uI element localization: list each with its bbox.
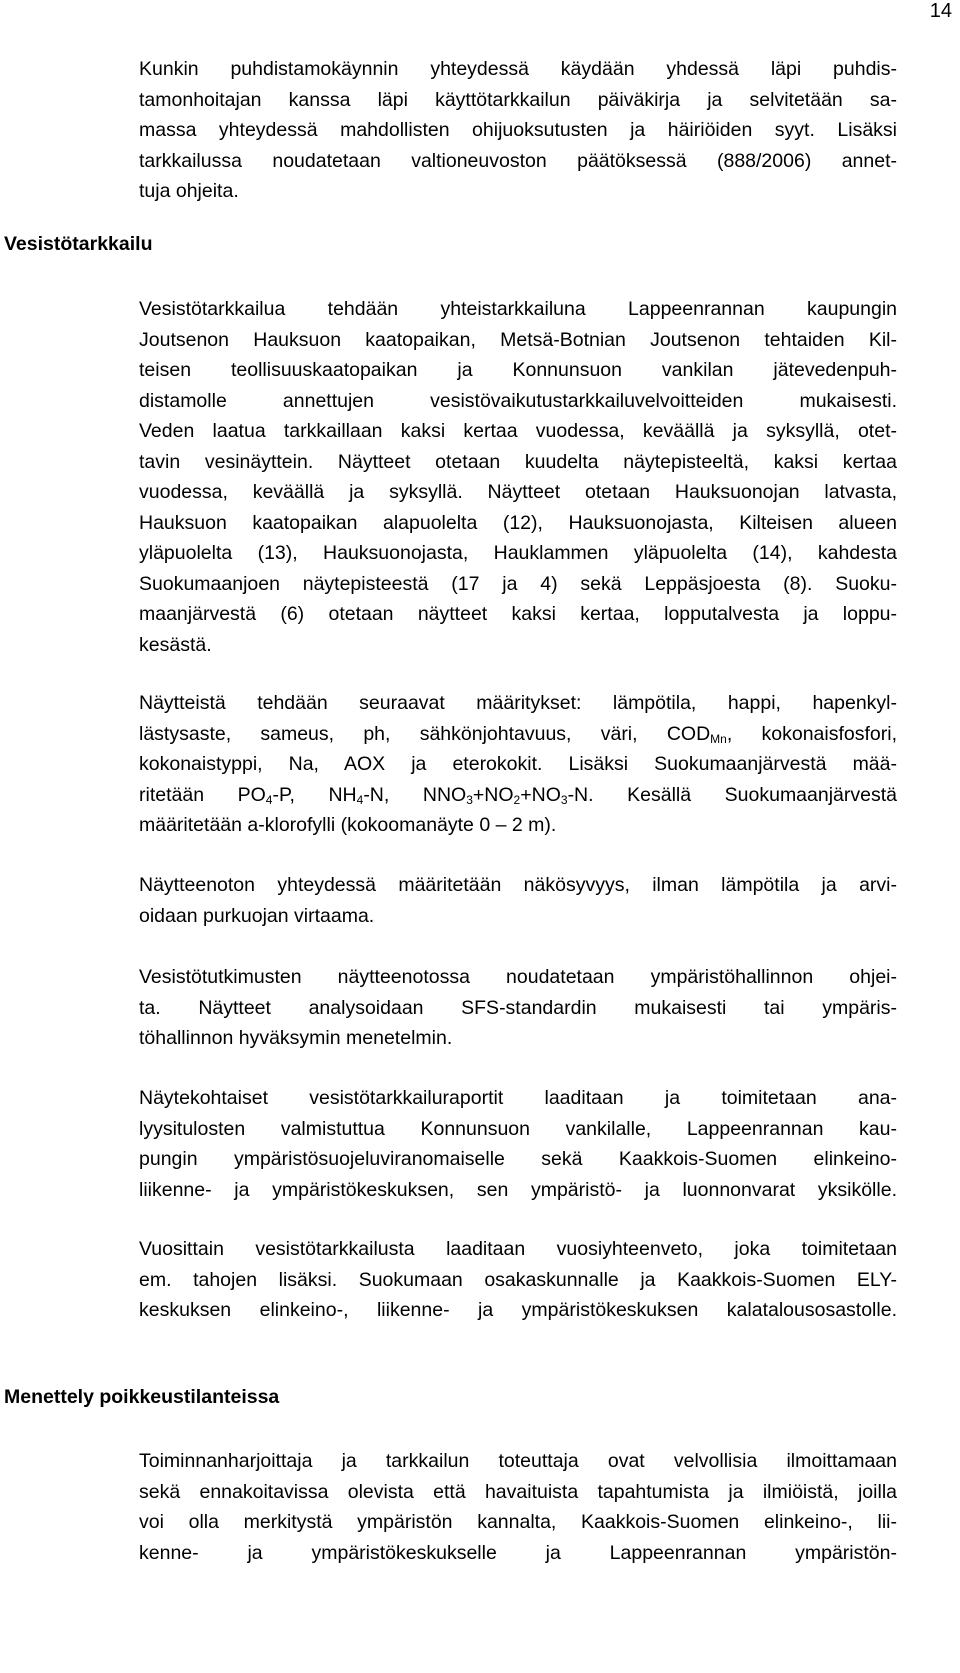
paragraph-line: maanjärvestä (6) otetaan näytteet kaksi kertaa, lopputalvesta ja loppu- xyxy=(139,603,897,625)
paragraph-line: ta. Näytteet analysoidaan SFS-standardin mukaisesti tai ympäris- xyxy=(139,996,897,1019)
paragraph-line: tavin vesinäyttein. Näytteet otetaan kuudelta näytepisteeltä, kaksi kertaa xyxy=(139,450,897,473)
paragraph-puhdistamokaynti xyxy=(139,54,897,207)
paragraph-line: Vesistötarkkailua tehdään yhteistarkkailuna Lappeenrannan kaupungin xyxy=(139,298,897,320)
paragraph-maaritykset xyxy=(139,688,897,841)
paragraph-line: Toiminnanharjoittaja ja tarkkailun toteuttaja ovat velvollisia ilmoittamaan xyxy=(139,1450,897,1472)
paragraph-naytteenotto xyxy=(139,870,897,931)
paragraph-line: teisen teollisuuskaatopaikan ja Konnunsuon vankilan jätevedenpuh- xyxy=(139,359,897,381)
paragraph-line: vuodessa, keväällä ja syksyllä. Näytteet otetaan Hauksuonojan latvasta, xyxy=(139,481,897,503)
subscript: Mn xyxy=(710,731,727,746)
page-number: 14 xyxy=(929,0,952,22)
text-fragment: +NO xyxy=(472,783,514,806)
paragraph-line xyxy=(139,780,897,811)
paragraph-line: yläpuolelta (13), Hauksuonojasta, Hauklammen yläpuolelta (14), kahdesta xyxy=(139,542,897,564)
paragraph-line: pungin ympäristösuojeluviranomaiselle sekä Kaakkois-Suomen elinkeino- xyxy=(139,1148,897,1170)
text-fragment: -N. Kesällä Suokumaanjärvestä xyxy=(567,783,897,806)
paragraph-line xyxy=(139,719,897,750)
subscript: 4 xyxy=(265,792,273,807)
paragraph-line: tuja ohjeita. xyxy=(139,180,239,202)
text-fragment: ritetään PO xyxy=(139,783,266,806)
paragraph-line: Vesistötutkimusten näytteenotossa noudatetaan ympäristöhallinnon ohjei- xyxy=(139,966,897,988)
paragraph-line: Näytteenoton yhteydessä määritetään näkösyvyys, ilman lämpötila ja arvi- xyxy=(139,874,897,896)
text-fragment: , kokonaisfosfori, xyxy=(726,722,897,745)
subscript: 3 xyxy=(466,792,473,807)
side-heading-menettely-poikkeustilanteissa: Menettely poikkeustilanteissa xyxy=(4,1386,280,1408)
subscript: 3 xyxy=(560,792,568,807)
paragraph-vuosiyhteenveto xyxy=(139,1234,897,1326)
paragraph-line: kesästä. xyxy=(139,633,212,656)
text-fragment: +NO xyxy=(520,783,561,806)
paragraph-line: lyysitulosten valmistuttua Konnunsuon vankilalle, Lappeenrannan kau- xyxy=(139,1117,897,1140)
paragraph-line: Kunkin puhdistamokäynnin yhteydessä käydään yhdessä läpi puhdis- xyxy=(139,58,897,80)
paragraph-line: Suokumaanjoen näytepisteestä (17 ja 4) sekä Leppäsjoesta (8). Suoku- xyxy=(139,572,897,595)
paragraph-line: Näytekohtaiset vesistötarkkailuraportit laaditaan ja toimitetaan ana- xyxy=(139,1087,897,1109)
paragraph-line: voi olla merkitystä ympäristön kannalta, Kaakkois-Suomen elinkeino-, lii- xyxy=(139,1511,897,1533)
paragraph-line: töhallinnon hyväksymin menetelmin. xyxy=(139,1027,453,1049)
paragraph-line: tamonhoitajan kanssa läpi käyttötarkkailun päiväkirja ja selvitetään sa- xyxy=(139,88,897,111)
paragraph-line: em. tahojen lisäksi. Suokumaan osakaskunnalle ja Kaakkois-Suomen ELY- xyxy=(139,1268,897,1291)
paragraph-line: määritetään a-klorofylli (kokoomanäyte 0 – 2 m). xyxy=(139,814,557,836)
paragraph-line: Hauksuon kaatopaikan alapuolelta (12), Hauksuonojasta, Kilteisen alueen xyxy=(139,511,897,534)
text-fragment: -P, NH xyxy=(272,783,357,806)
paragraph-line: distamolle annettujen vesistövaikutustarkkailuvelvoitteiden mukaisesti. xyxy=(139,389,897,412)
paragraph-ohjeet xyxy=(139,962,897,1054)
paragraph-line: Veden laatua tarkkaillaan kaksi kertaa vuodessa, keväällä ja syksyllä, otet- xyxy=(139,420,897,442)
paragraph-line: sekä ennakoitavissa olevista että havaituista tapahtumista ja ilmiöistä, joilla xyxy=(139,1480,897,1503)
paragraph-line: Joutsenon Hauksuon kaatopaikan, Metsä-Botnian Joutsenon tehtaiden Kil- xyxy=(139,328,897,351)
paragraph-line: tarkkailussa noudatetaan valtioneuvoston päätöksessä (888/2006) annet- xyxy=(139,149,897,172)
paragraph-line: massa yhteydessä mahdollisten ohijuoksutusten ja häiriöiden syyt. Lisäksi xyxy=(139,119,897,141)
subscript: 2 xyxy=(513,792,521,807)
paragraph-line: kenne- ja ympäristökeskukselle ja Lappeenrannan ympäristön- xyxy=(139,1541,897,1564)
paragraph-line: Näytteistä tehdään seuraavat määritykset: lämpötila, happi, hapenkyl- xyxy=(139,692,897,714)
paragraph-line: oidaan purkuojan virtaama. xyxy=(139,904,375,927)
paragraph-line: keskuksen elinkeino-, liikenne- ja ympäristökeskuksen kalatalousosastolle. xyxy=(139,1299,897,1321)
text-fragment: lästysaste, sameus, ph, sähkönjohtavuus, väri, COD xyxy=(139,722,711,745)
text-fragment: -N, NNO xyxy=(363,783,467,806)
paragraph-raportit xyxy=(139,1083,897,1205)
paragraph-poikkeustilanteet xyxy=(139,1446,897,1568)
side-heading-vesistotarkkailu: Vesistötarkkailu xyxy=(4,233,153,255)
paragraph-line: liikenne- ja ympäristökeskuksen, sen ympäristö- ja luonnonvarat yksikölle. xyxy=(139,1178,897,1201)
paragraph-line: Vuosittain vesistötarkkailusta laaditaan vuosiyhteenveto, joka toimitetaan xyxy=(139,1238,897,1260)
paragraph-line: kokonaistyppi, Na, AOX ja eterokokit. Lisäksi Suokumaanjärvestä mää- xyxy=(139,753,897,775)
subscript: 4 xyxy=(356,792,364,807)
paragraph-vesistotarkkailu xyxy=(139,294,897,660)
